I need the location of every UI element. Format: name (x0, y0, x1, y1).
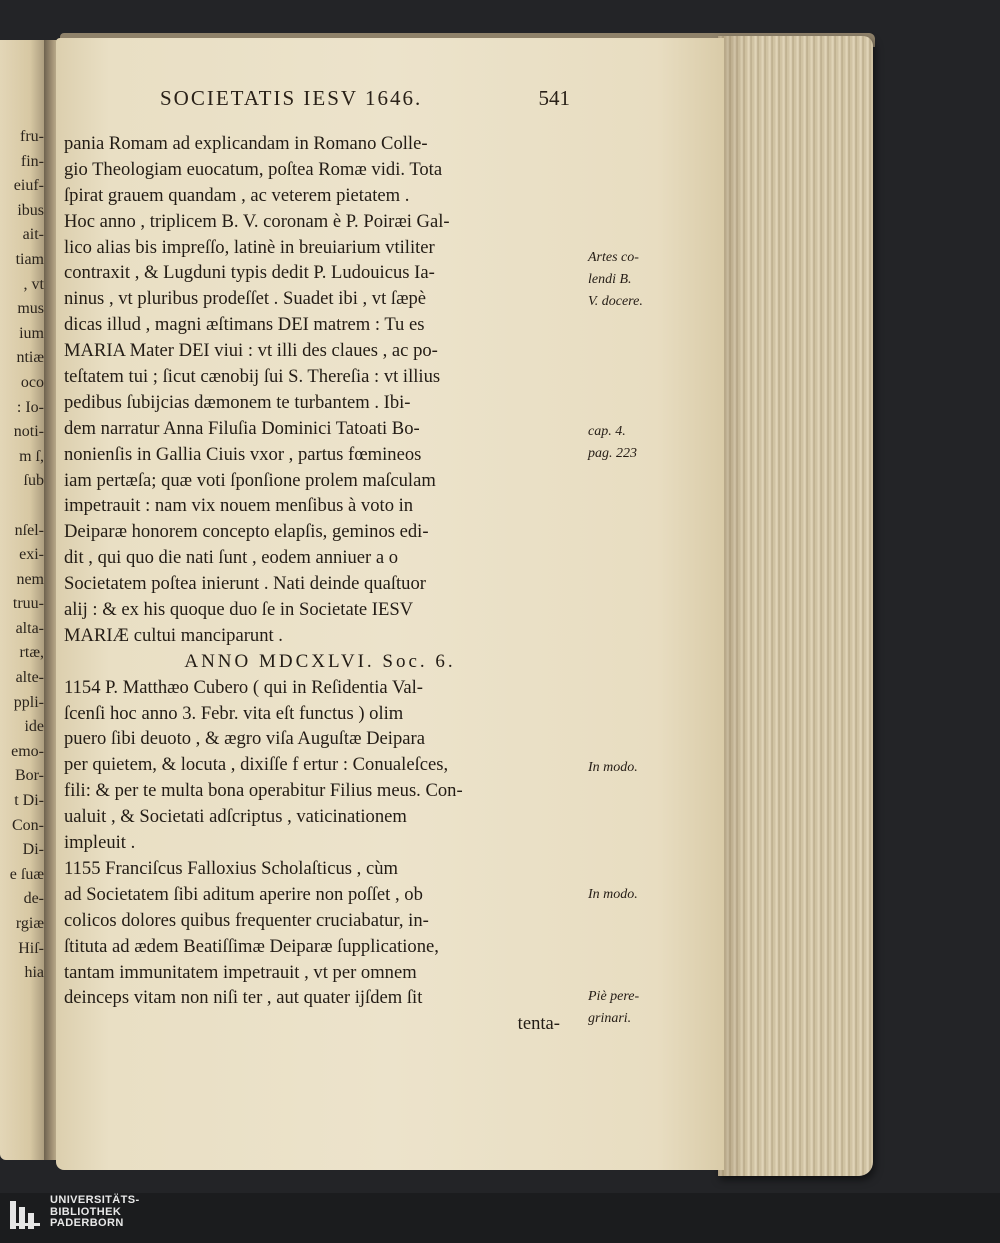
library-logo-icon (10, 1201, 40, 1229)
text-line: puero ſibi deuoto , & ægro viſa Auguſtæ Deipara (64, 728, 425, 750)
left-page-fragment: rgiæ (15, 915, 44, 932)
text-line: lico alias bis impreſſo, latinè in breuiarium vtiliter (64, 236, 435, 258)
text-line: alij : & ex his quoque duo ſe in Societate IESV (64, 599, 414, 621)
left-page-fragment: alta- (15, 619, 44, 637)
text-line: deinceps vitam non niſi ter , aut quater ijſdem ſit (64, 987, 423, 1009)
left-page-fragment: hia (24, 964, 44, 982)
section-heading: ANNO MDCXLVI. Soc. 6. (184, 650, 456, 672)
left-page-fragment: de- (23, 890, 44, 908)
left-page-fragment: tiam (15, 250, 44, 268)
left-page-fragment: ppli- (13, 693, 44, 711)
margin-note-cap: cap. 4. pag. 223 (588, 424, 637, 461)
page-number: 541 (538, 86, 570, 110)
text-line: tenta- (517, 1013, 560, 1035)
left-page-fragment: ntiæ (16, 349, 44, 367)
text-line: teſtatem tui ; ſicut cænobij ſui S. Thereſia : vt illius (64, 366, 441, 388)
text-line: iam pertæſa; quæ voti ſponſione prolem maſculam (64, 469, 436, 491)
text-line: dicas illud , magni æſtimans DEI matrem : Tu es (64, 314, 425, 336)
left-page-fragment: Hiſ- (18, 939, 44, 957)
left-page-fragment: : Io- (16, 398, 44, 416)
text-line: 1154 P. Matthæo Cubero ( qui in Reſidentia Val- (64, 676, 423, 698)
left-page-fragment: t Di- (14, 792, 44, 810)
left-page-fragment: fin- (20, 152, 44, 170)
left-page-fragment: ibus (17, 201, 44, 219)
text-line: MARIA Mater DEI viui : vt illi des claues , ac po- (64, 340, 438, 362)
text-line: gio Theologiam euocatum, poſtea Romæ vidi. Tota (64, 158, 443, 180)
text-line: MARIÆ cultui manciparunt . (64, 624, 283, 646)
body-text (64, 131, 576, 1037)
text-line: pania Romam ad explicandam in Romano Colle- (64, 133, 428, 154)
text-line: colicos dolores quibus frequenter cruciabatur, in- (64, 909, 429, 931)
left-page-fragment: alte- (15, 669, 44, 687)
left-page-fragment: fru- (20, 128, 44, 145)
left-page-fragment: ide (24, 718, 44, 736)
page-header (160, 86, 572, 120)
margin-note-in-modo-1: In modo. (588, 760, 638, 775)
text-line: ſcenſi hoc anno 3. Febr. vita eſt functus ) olim (64, 702, 404, 724)
left-page-fragment: ium (19, 324, 44, 342)
left-page-fragment: truu- (12, 595, 44, 613)
margin-note-pie: Piè pere- grinari. (588, 989, 640, 1026)
left-page-fragment: ait- (22, 226, 44, 244)
left-page-fragment: ſub (23, 472, 44, 490)
text-line: impetrauit : nam vix nouem menſibus à voto in (64, 495, 414, 517)
text-line: ualuit , & Societati adſcriptus , vaticinationem (64, 806, 407, 828)
text-line: contraxit , & Lugduni typis dedit P. Ludouicus Ia- (64, 262, 435, 284)
left-page-fragment: Bor- (14, 767, 44, 785)
library-name: UNIVERSITÄTS- BIBLIOTHEK PADERBORN (50, 1194, 140, 1229)
left-page-text-fragments (2, 128, 44, 989)
left-page-fragment: mus (17, 300, 44, 318)
text-line: ſtituta ad ædem Beatiſſimæ Deiparæ ſupplicatione, (64, 935, 439, 957)
left-page-fragment: rtæ, (19, 644, 44, 662)
left-page-fragment: nem (16, 570, 44, 588)
text-line: impleuit . (64, 832, 136, 854)
text-line: Societatem poſtea inierunt . Nati deinde quaſtuor (64, 573, 426, 595)
left-page-fragment: , vt (23, 275, 44, 293)
left-page-fragment: emo- (11, 742, 44, 760)
footer-bar (0, 1193, 1000, 1243)
margin-note-artes: Artes co- lendi B. V. docere. (588, 250, 643, 309)
text-line: dit , qui quo die nati ſunt , eodem anniuer a o (64, 547, 399, 569)
left-page-fragment: Di- (22, 841, 44, 859)
left-page-fragment: noti- (13, 423, 44, 441)
left-page-fragment: nſel- (14, 521, 44, 539)
text-line: ninus , vt pluribus prodeſſet . Suadet ibi , vt ſæpè (64, 288, 427, 310)
text-line: tantam immunitatem impetrauit , vt per omnem (64, 961, 417, 983)
left-page-fragment: m ſ, (19, 447, 44, 465)
text-line: Hoc anno , triplicem B. V. coronam è P. Poiræi Gal- (64, 210, 450, 232)
running-head: SOCIETATIS IESV 1646. (160, 86, 423, 110)
text-line: dem narratur Anna Filuſia Dominici Tatoati Bo- (64, 417, 420, 439)
left-page-fragment: e ſuæ (9, 865, 44, 883)
text-line: per quietem, & locuta , dixiſſe f ertur : Conualeſces, (64, 754, 449, 776)
page-edges (718, 36, 873, 1176)
left-page-fragment: eiuf- (13, 177, 44, 195)
left-page-fragment (2, 497, 44, 522)
left-page-fragment: Con- (12, 816, 44, 834)
text-line: pedibus ſubijcias dæmonem te turbantem . Ibi- (64, 391, 411, 413)
text-line: 1155 Franciſcus Falloxius Scholaſticus , cùm (64, 857, 398, 879)
left-page-fragment: oco (20, 373, 44, 391)
text-line: ſpirat grauem quandam , ac veterem pietatem . (64, 184, 410, 206)
margin-note-in-modo-2: In modo. (588, 887, 638, 902)
text-line: fili: & per te multa bona operabitur Filius meus. Con- (64, 780, 463, 802)
left-page-fragment: exi- (19, 546, 44, 564)
text-line: nonienſis in Gallia Ciuis vxor , partus fœmineos (64, 443, 422, 465)
left-page (0, 40, 50, 1160)
text-line: ad Societatem ſibi aditum aperire non poſſet , ob (64, 883, 423, 905)
text-line: Deiparæ honorem concepto elapſis, geminos edi- (64, 521, 429, 543)
